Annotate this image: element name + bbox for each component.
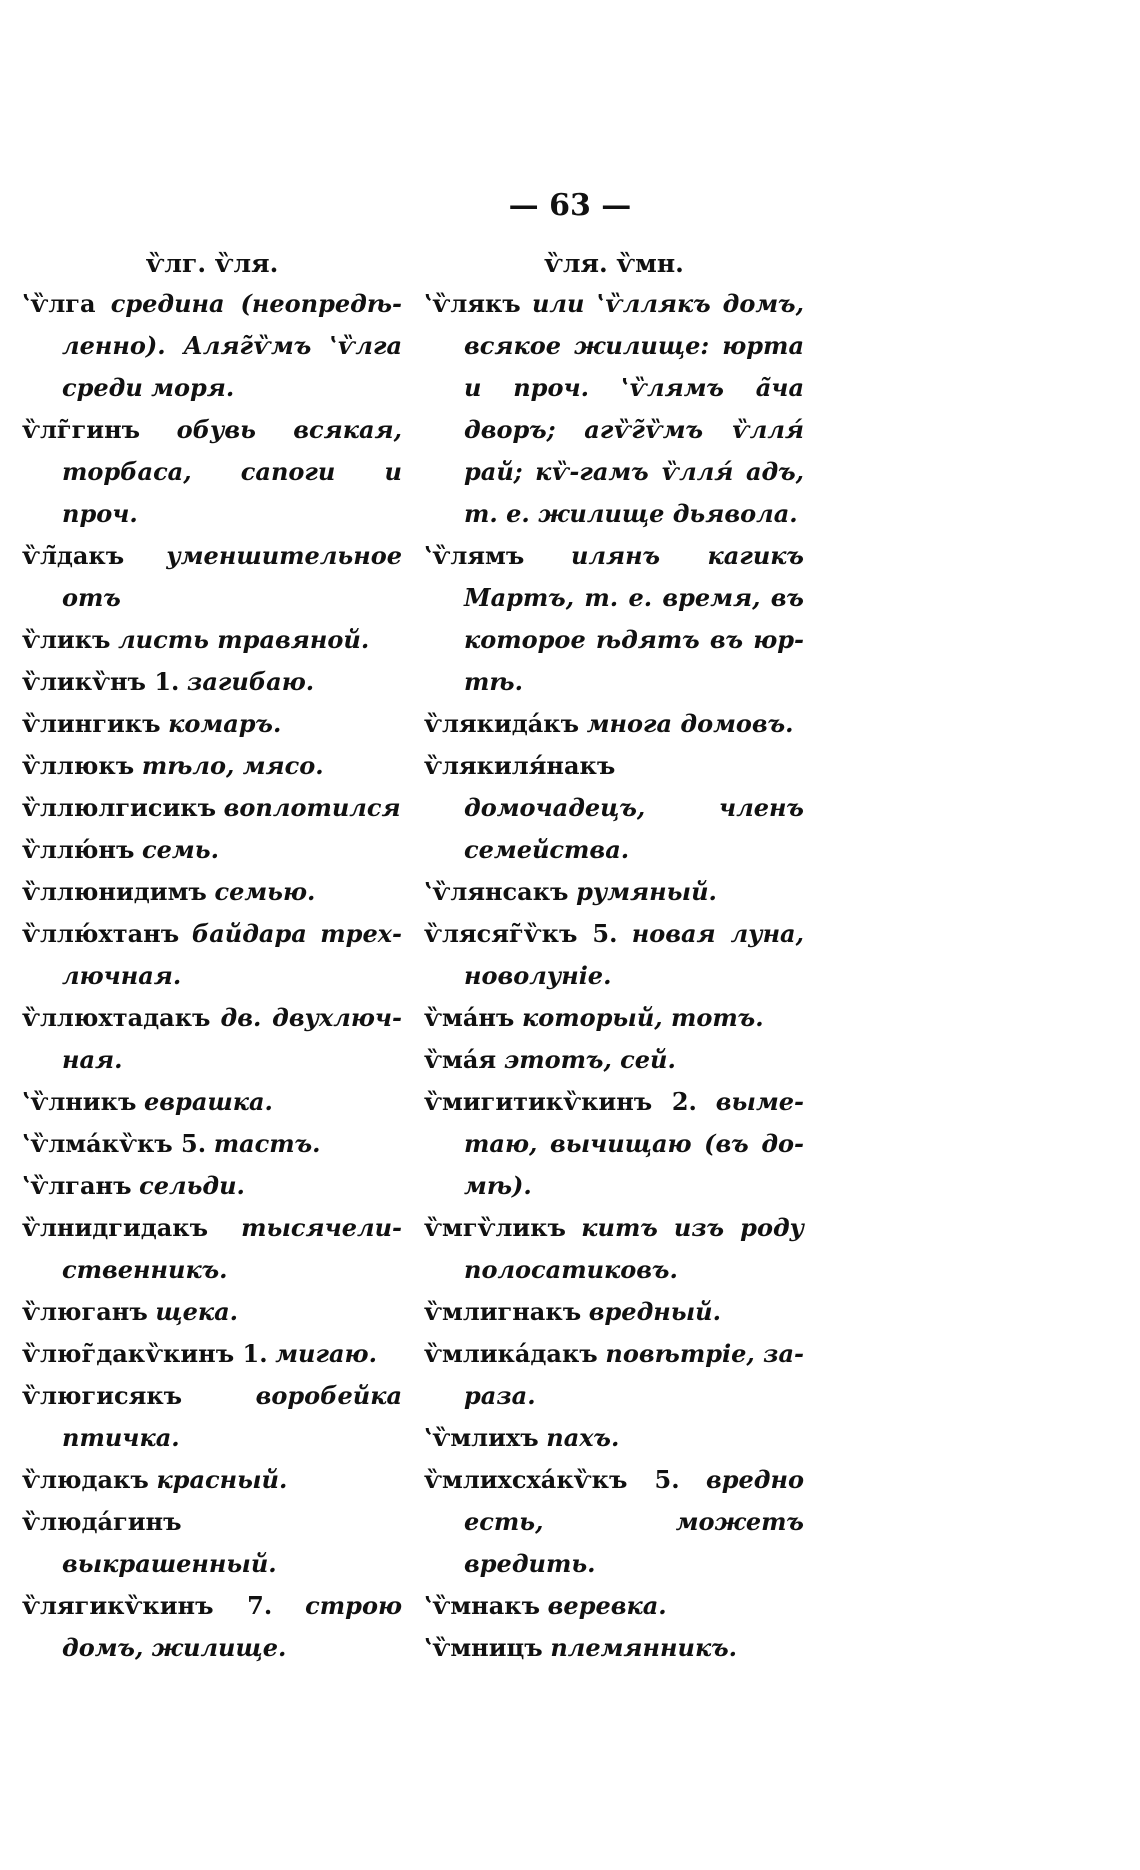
headword: ѷлякида́къ xyxy=(424,709,580,738)
dictionary-entry xyxy=(22,535,402,619)
headword: ѷллю́хтанъ xyxy=(22,919,180,948)
dictionary-entry xyxy=(22,1123,402,1165)
dictionary-entry xyxy=(424,1039,804,1081)
headword: ѷлг̃гинъ xyxy=(22,415,141,444)
translation: вредно есть, можетъ вредить. xyxy=(464,1465,804,1578)
headword: ѷллюкъ xyxy=(22,751,135,780)
headword: ʽѷлга xyxy=(22,289,96,318)
translation: тастъ. xyxy=(213,1129,321,1158)
dictionary-entry xyxy=(22,1291,402,1333)
dictionary-entry xyxy=(424,913,804,997)
right-column xyxy=(424,245,804,1669)
translation: байдара трех-лючная. xyxy=(62,919,402,990)
dictionary-entry xyxy=(22,1585,402,1669)
dictionary-entry xyxy=(22,619,402,661)
right-entries xyxy=(424,283,804,1669)
dictionary-entry xyxy=(22,997,402,1081)
translation: семью. xyxy=(214,877,316,906)
headword: ѷллю́нъ xyxy=(22,835,135,864)
headword: ѷлюда́гинъ xyxy=(22,1507,182,1536)
headword: ѷма́нъ xyxy=(424,1003,515,1032)
dictionary-entry xyxy=(22,1459,402,1501)
translation: румяный. xyxy=(576,877,717,906)
translation: еврашка. xyxy=(144,1087,273,1116)
translation: веревка. xyxy=(547,1591,667,1620)
dictionary-entry xyxy=(22,871,402,913)
headword: ѷлясяг̃ѷкъ 5. xyxy=(424,919,618,948)
headword: ѷмлихсха́кѷкъ 5. xyxy=(424,1465,680,1494)
translation: листь травяной. xyxy=(118,625,370,654)
translation: пахъ. xyxy=(546,1423,620,1452)
dictionary-entry xyxy=(22,1501,402,1585)
left-entries xyxy=(22,283,402,1669)
dictionary-entry xyxy=(22,1375,402,1459)
headword: ѷма́я xyxy=(424,1045,497,1074)
dictionary-entry xyxy=(424,1627,804,1669)
dictionary-entry xyxy=(424,871,804,913)
headword: ѷллюхтадакъ xyxy=(22,1003,211,1032)
translation: выме-таю, вычищаю (въ до-мѣ). xyxy=(464,1087,804,1200)
dictionary-entry xyxy=(22,703,402,745)
headword: ѷлюганъ xyxy=(22,1297,148,1326)
headword: ѷлякиля́накъ xyxy=(424,751,616,780)
dictionary-entry xyxy=(22,829,402,871)
dictionary-entry xyxy=(424,745,804,871)
dictionary-entry xyxy=(22,745,402,787)
dictionary-entry xyxy=(22,409,402,535)
dictionary-entry xyxy=(424,703,804,745)
translation: или ʽѷллякъ домъ, всякое жилище: юрта и проч. ʽѷлямъ а̃ча дворъ; агѷг̃ѷмъ ѷлля́ рай; кѷ-гамъ ѷлля́ адъ, т. е. жилище дьявола. xyxy=(464,289,804,528)
headword: ʽѷмницъ xyxy=(424,1633,543,1662)
headword: ʽѷлямъ xyxy=(424,541,525,570)
left-column xyxy=(22,245,402,1669)
translation: щека. xyxy=(155,1297,239,1326)
headword: ѷликъ xyxy=(22,625,111,654)
dictionary-entry xyxy=(424,1585,804,1627)
translation: строю домъ, жилище. xyxy=(62,1591,402,1662)
translation: этотъ, сей. xyxy=(503,1045,676,1074)
right-column-header: ѷля. ѷмн. xyxy=(544,249,684,278)
dictionary-entry xyxy=(22,787,402,829)
translation: который, тотъ. xyxy=(521,1003,764,1032)
translation: тысячели-ственникъ. xyxy=(62,1213,402,1284)
translation: семь. xyxy=(142,835,219,864)
translation: воплотился xyxy=(223,793,401,822)
headword: ʽѷмнакъ xyxy=(424,1591,541,1620)
translation: уменшительное отъ xyxy=(62,541,402,612)
translation: красный. xyxy=(156,1465,288,1494)
translation: домочадецъ, членъ семейства. xyxy=(464,793,804,864)
dictionary-entry xyxy=(22,1081,402,1123)
translation: загибаю. xyxy=(187,667,315,696)
headword: ѷлнидгидакъ xyxy=(22,1213,209,1242)
headword: ѷмлика́дакъ xyxy=(424,1339,598,1368)
dictionary-entry xyxy=(22,1207,402,1291)
translation: дв. двухлюч-ная. xyxy=(62,1003,402,1074)
headword: ѷлюгисякъ xyxy=(22,1381,183,1410)
translation: вредный. xyxy=(588,1297,721,1326)
dictionary-entry xyxy=(424,1459,804,1585)
headword: ʽѷлякъ xyxy=(424,289,521,318)
translation: сельди. xyxy=(139,1171,245,1200)
translation: многа домовъ. xyxy=(586,709,794,738)
translation: китъ изъ роду полосатиковъ. xyxy=(464,1213,804,1284)
headword: ѷликѷнъ 1. xyxy=(22,667,180,696)
translation: мигаю. xyxy=(275,1339,377,1368)
headword: ѷлягикѷкинъ 7. xyxy=(22,1591,273,1620)
headword: ѷл̃дакъ xyxy=(22,541,125,570)
dictionary-entry xyxy=(424,997,804,1039)
headword: ѷмгѷликъ xyxy=(424,1213,566,1242)
dictionary-entry xyxy=(424,1333,804,1417)
headword: ѷллюнидимъ xyxy=(22,877,207,906)
headword: ѷлингикъ xyxy=(22,709,161,738)
headword: ʽѷлянсакъ xyxy=(424,877,569,906)
translation: илянъ кагикъ Мартъ, т. е. время, въ которое ѣдятъ въ юр-тѣ. xyxy=(464,541,804,696)
dictionary-entry xyxy=(424,535,804,703)
dictionary-entry xyxy=(424,1291,804,1333)
dictionary-entry xyxy=(22,1333,402,1375)
translation: средина (неопредѣ-ленно). Аляг̃ѷмъ ʽѷлга среди моря. xyxy=(62,289,402,402)
headword: ʽѷмлихъ xyxy=(424,1423,539,1452)
page-number: — 63 — xyxy=(508,188,632,223)
headword: ʽѷлникъ xyxy=(22,1087,137,1116)
translation: новая луна, новолуніе. xyxy=(464,919,804,990)
left-column-header: ѷлг. ѷля. xyxy=(145,249,279,278)
dictionary-entry xyxy=(22,661,402,703)
dictionary-entry xyxy=(22,283,402,409)
translation: племянникъ. xyxy=(550,1633,738,1662)
headword: ʽѷлма́кѷкъ 5. xyxy=(22,1129,207,1158)
headword: ѷллюлгисикъ xyxy=(22,793,217,822)
dictionary-entry xyxy=(22,913,402,997)
dictionary-entry xyxy=(424,1081,804,1207)
translation: воробейка птичка. xyxy=(62,1381,402,1452)
headword: ѷлюг̃дакѷкинъ 1. xyxy=(22,1339,268,1368)
translation: выкрашенный. xyxy=(62,1549,277,1578)
dictionary-entry xyxy=(424,1417,804,1459)
dictionary-entry xyxy=(424,283,804,535)
headword: ʽѷлганъ xyxy=(22,1171,132,1200)
translation: комаръ. xyxy=(168,709,282,738)
translation: обувь всякая, торбаса, сапоги и проч. xyxy=(62,415,402,528)
translation: тѣло, мясо. xyxy=(141,751,324,780)
headword: ѷмлигнакъ xyxy=(424,1297,582,1326)
headword: ѷмигитикѷкинъ 2. xyxy=(424,1087,697,1116)
dictionary-entry xyxy=(22,1165,402,1207)
dictionary-entry xyxy=(424,1207,804,1291)
headword: ѷлюдакъ xyxy=(22,1465,149,1494)
translation: повѣтріе, за-раза. xyxy=(464,1339,804,1410)
